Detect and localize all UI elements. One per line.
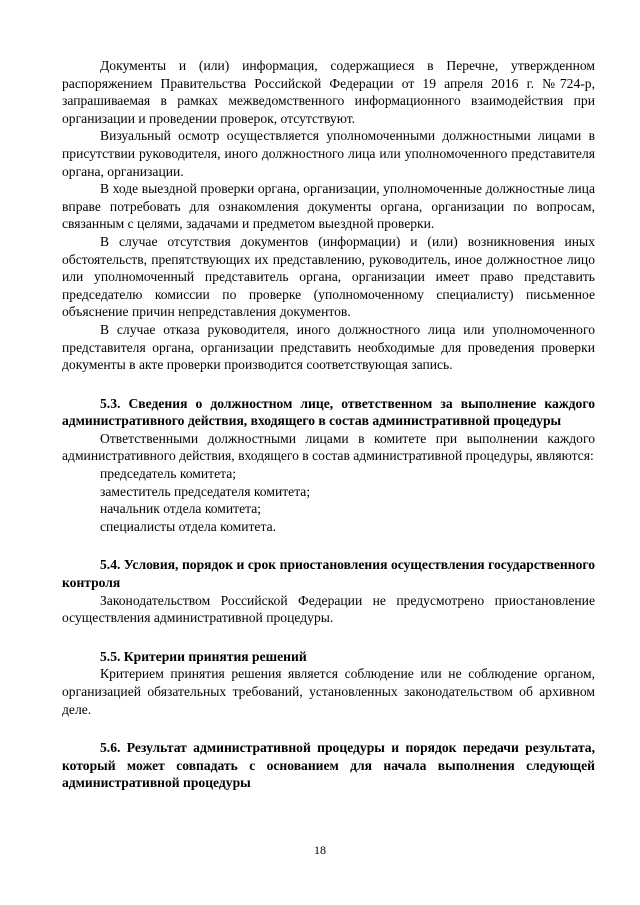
list-item: председатель комитета; [100, 466, 237, 482]
paragraph: В случае отказа руководителя, иного должностного лица или уполномоченного представителя органа, организации представить необходимые для проведения проверки документы в акте проверки производится соответствующая запись. [62, 321, 595, 373]
paragraph: В ходе выездной проверки органа, организации, уполномоченные должностные лица вправе потребовать для ознакомления документы органа, организации по вопросам, связанным с целями, задачами и предметом выездной проверки. [62, 181, 595, 232]
spacer [62, 374, 595, 395]
section-heading-5-3: 5.3. Сведения о должностном лице, ответственном за выполнение каждого административного действия, входящего в состав административной процедуры [62, 395, 595, 429]
list-item: специалисты отдела комитета. [100, 518, 276, 534]
section-heading-5-5: 5.5. Критерии принятия решений [100, 648, 307, 664]
list-item: заместитель председателя комитета; [100, 483, 311, 499]
document-page [62, 57, 595, 792]
section-heading-5-6: 5.6. Результат административной процедуры и порядок передачи результата, который может совпадать с основанием для начала выполнения следующей административной процедуры [62, 740, 595, 791]
section-heading-5-4: 5.4. Условия, порядок и срок приостановления осуществления государственного контроля [62, 557, 595, 591]
spacer [62, 718, 595, 739]
paragraph: В случае отсутствия документов (информации) и (или) возникновения иных обстоятельств, препятствующих их представлению, руководитель, иное должностное лицо или уполномоченный представитель органа, организации имеет право представить председателю комиссии по проверке (уполномоченному специалисту) письменное объяснение причин непредставления документов. [62, 233, 595, 320]
paragraph: Законодательством Российской Федерации не предусмотрено приостановление осуществления административной процедуры. [62, 592, 595, 626]
paragraph: Визуальный осмотр осуществляется уполномоченными должностными лицами в присутствии руководителя, иного должностного лица или уполномоченного представителя органа, организации. [62, 128, 595, 179]
paragraph: Критерием принятия решения является соблюдение или не соблюдение органом, организацией обязательных требований, установленных законодательством об архивном деле. [62, 666, 595, 717]
paragraph: Ответственными должностными лицами в комитете при выполнении каждого административного действия, входящего в состав административной процедуры, являются: [62, 430, 595, 464]
page-number: 18 [314, 843, 326, 857]
paragraph: Документы и (или) информация, содержащиеся в Перечне, утвержденном распоряжением Правительства Российской Федерации от 19 апреля 2016 г. №724-р, запрашиваемая в рамках межведомственного информационного взаимодействия при организации и проведении проверок, отсутствуют. [62, 58, 595, 126]
spacer [62, 535, 595, 556]
list-item: начальник отдела комитета; [100, 501, 262, 517]
spacer [62, 627, 595, 648]
